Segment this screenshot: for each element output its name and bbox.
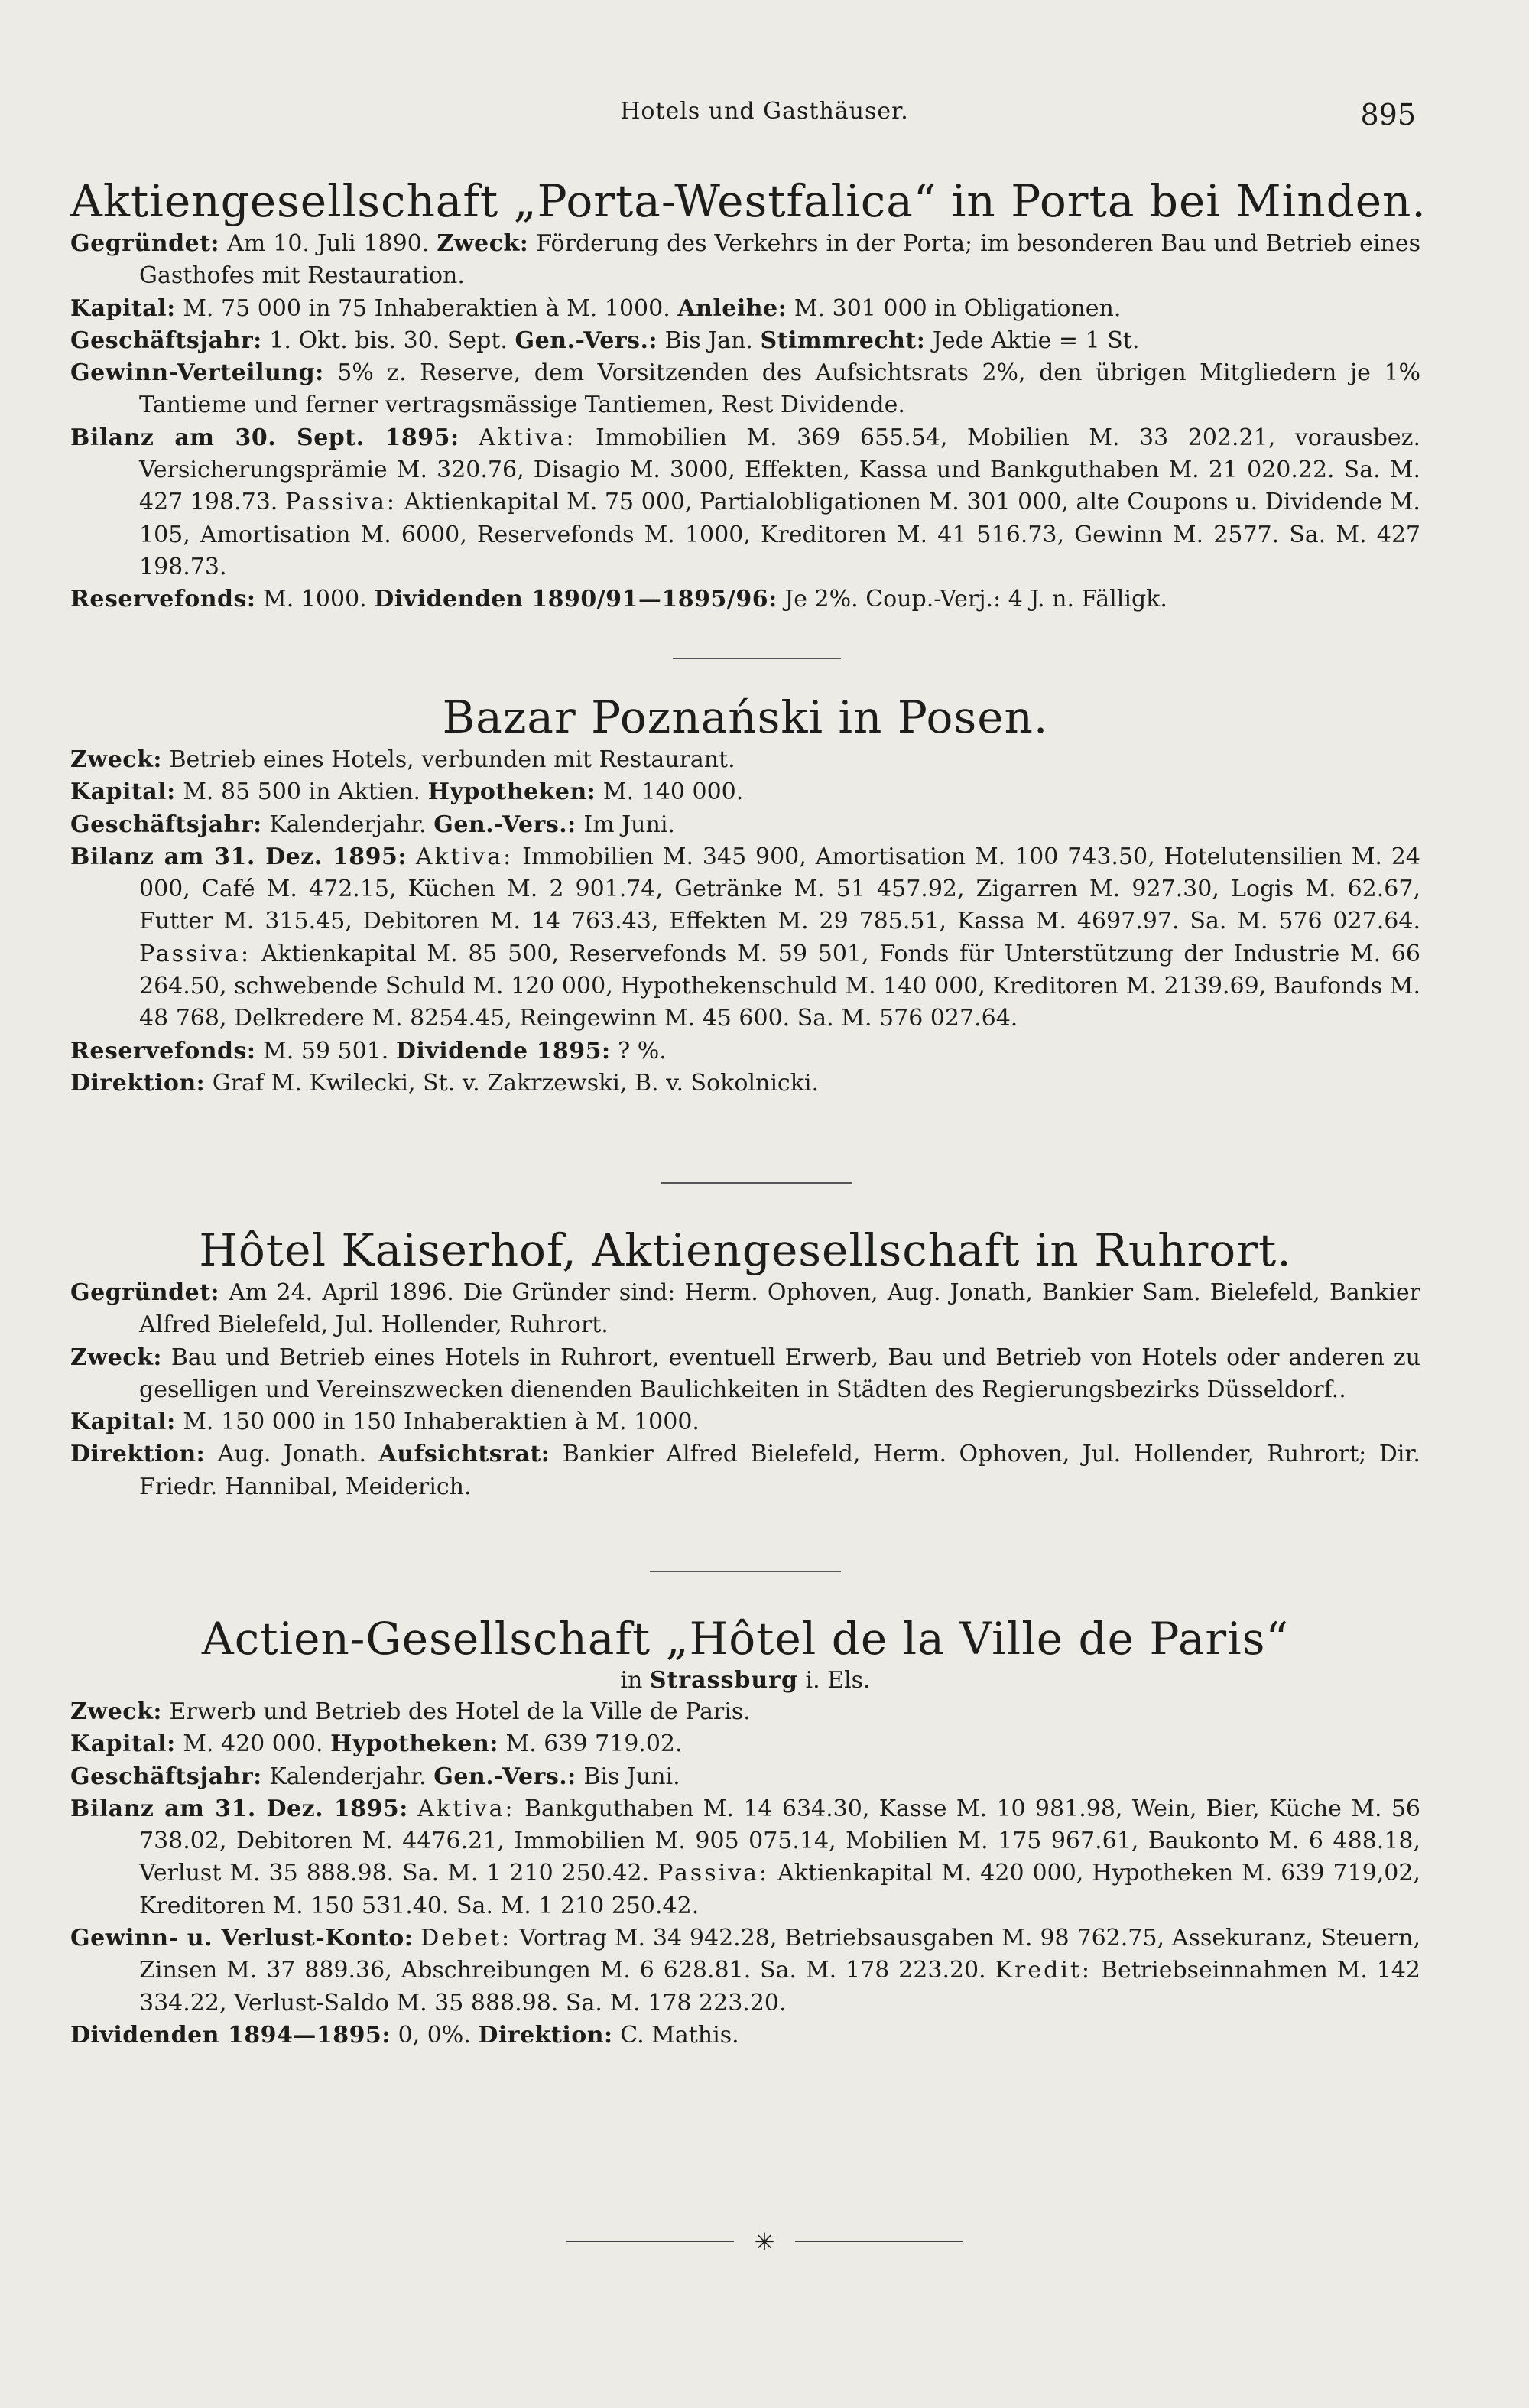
entry-label: Dividenden 1890/91—1895/96: bbox=[374, 586, 777, 613]
entry-text: Aug. Jonath. bbox=[217, 1441, 379, 1468]
end-ornament bbox=[566, 2227, 963, 2257]
entry-bilanz bbox=[70, 422, 1420, 583]
entry-label: Geschäftsjahr: bbox=[70, 327, 262, 354]
entry-direktion bbox=[70, 1068, 1420, 1100]
entry-label: Direktion: bbox=[70, 1441, 206, 1468]
entry-text: M. 301 000 in Obligationen. bbox=[794, 294, 1122, 322]
entry-label: Geschäftsjahr: bbox=[70, 1763, 262, 1790]
entry-label: Stimmrecht: bbox=[760, 327, 926, 354]
aktiva-text: Immobilien M. 369 655.54, Mobilien M. 33 202.21, vorausbez. Versicherungsprämie M. 320.76, Disagio M. 3000, Effekten, Kassa und Bankguthaben M. 21 020.22. Sa. M. 427 198.73. bbox=[139, 424, 1420, 516]
section-title: Hôtel Kaiserhof, Aktiengesellschaft in Ruhrort. bbox=[199, 1224, 1292, 1276]
entry-text: 5% z. Reserve, dem Vorsitzenden des Aufsichtsrats 2%, den übrigen Mitgliedern je 1% Tantieme und ferner vertragsmässige Tantiemen, Rest Dividende. bbox=[139, 359, 1420, 419]
entry-label: Dividende 1895: bbox=[395, 1037, 611, 1064]
entry-text: Bau und Betrieb eines Hotels in Ruhrort, eventuell Erwerb, Bau und Betrieb von Hotels oder anderen zu geselligen und Vereinszwecken dienenden Baulichkeiten in Städten des Regierungsbezirks Düsseldorf.. bbox=[139, 1344, 1420, 1403]
entry-text: Graf M. Kwilecki, St. v. Zakrzewski, B. v. Sokolnicki. bbox=[212, 1069, 820, 1097]
entry-text: 0, 0%. bbox=[398, 2021, 479, 2049]
entry-label: Kapital: bbox=[70, 294, 176, 322]
entry-direktion bbox=[70, 1438, 1420, 1503]
aktiva-label: Aktiva: bbox=[417, 1795, 515, 1822]
entry-zweck bbox=[70, 1696, 1420, 1728]
entry-gegruendet bbox=[70, 1277, 1420, 1342]
entry-dividenden bbox=[70, 2020, 1420, 2052]
entry-text: M. 1000. bbox=[263, 586, 375, 613]
entry-label: Bilanz am 31. Dez. 1895: bbox=[70, 843, 407, 870]
section-title: Actien-Gesellschaft „Hôtel de la Ville de Paris“ bbox=[201, 1613, 1290, 1665]
entry-label: Reservefonds: bbox=[70, 586, 256, 613]
kredit-label: Kredit: bbox=[995, 1957, 1092, 1984]
entry-label: Bilanz am 31. Dez. 1895: bbox=[70, 1795, 408, 1822]
entry-text: Förderung des Verkehrs in der Porta; im besonderen Bau und Betrieb eines Gasthofes mit Restauration. bbox=[139, 230, 1420, 290]
entry-label: Dividenden 1894—1895: bbox=[70, 2021, 391, 2049]
entry-text: M. 150 000 in 150 Inhaberaktien à M. 1000. bbox=[183, 1409, 700, 1436]
passiva-text: Aktienkapital M. 75 000, Partialobligationen M. 301 000, alte Coupons u. Dividende M. 105, Amortisation M. 6000, Reservefonds M. 1000, Kreditoren M. 41 516.73, Gewinn M. 2577. Sa. M. 427 198.73. bbox=[139, 489, 1420, 580]
section-porta-westfalica bbox=[70, 174, 1427, 616]
entry-kapital bbox=[70, 1406, 1420, 1438]
entry-text: Bis Juni. bbox=[583, 1763, 680, 1790]
entry-text: M. 75 000 in 75 Inhaberaktien à M. 1000. bbox=[183, 294, 678, 322]
entry-label: Reservefonds: bbox=[70, 1037, 256, 1064]
section-bazar-poznanski bbox=[70, 691, 1420, 1100]
passiva-label: Passiva: bbox=[284, 489, 397, 516]
entry-reservefonds bbox=[70, 583, 1420, 616]
subtitle-suffix: i. Els. bbox=[797, 1667, 871, 1694]
section-hotel-de-la-ville-de-paris bbox=[70, 1612, 1420, 2052]
running-head-title: Hotels und Gasthäuser. bbox=[620, 98, 909, 125]
section-title: Aktiengesellschaft „Porta-Westfalica“ in Porta bei Minden. bbox=[70, 175, 1427, 227]
entry-label: Kapital: bbox=[70, 1730, 176, 1758]
entry-text: ? %. bbox=[618, 1037, 667, 1064]
entry-label: Geschäftsjahr: bbox=[70, 811, 262, 838]
entry-text: Am 10. Juli 1890. bbox=[227, 230, 437, 257]
entry-label: Zweck: bbox=[70, 1698, 162, 1725]
entry-label: Direktion: bbox=[70, 1069, 206, 1097]
entry-text: 1. Okt. bis. 30. Sept. bbox=[269, 327, 515, 354]
entry-text: Betrieb eines Hotels, verbunden mit Restaurant. bbox=[169, 746, 735, 773]
kredit-text: Betriebseinnahmen M. 142 334.22, Verlust-Saldo M. 35 888.98. Sa. M. 178 223.20. bbox=[139, 1957, 1421, 2016]
entry-text: M. 59 501. bbox=[263, 1037, 396, 1064]
section-subtitle bbox=[70, 1665, 1420, 1696]
entry-label: Anleihe: bbox=[677, 294, 787, 322]
entry-gewinn-verlust-konto bbox=[70, 1922, 1420, 2020]
entry-label: Zweck: bbox=[70, 1344, 162, 1371]
entry-text: Kalenderjahr. bbox=[269, 1763, 434, 1790]
ornament-line bbox=[795, 2241, 963, 2242]
passiva-label: Passiva: bbox=[139, 940, 252, 967]
section-divider bbox=[661, 1182, 852, 1184]
entry-text: Im Juni. bbox=[583, 811, 675, 838]
entry-text: Erwerb und Betrieb des Hotel de la Ville de Paris. bbox=[169, 1698, 751, 1725]
entry-text: Kalenderjahr. bbox=[269, 811, 434, 838]
entry-label: Hypotheken: bbox=[427, 778, 596, 806]
entry-text: C. Mathis. bbox=[620, 2021, 739, 2049]
entry-label: Kapital: bbox=[70, 778, 176, 806]
subtitle-prefix: in bbox=[620, 1667, 650, 1694]
entry-kapital bbox=[70, 776, 1420, 808]
entry-text: Bankier Alfred Bielefeld, Herm. Ophoven, Jul. Hollender, Ruhrort; Dir. Friedr. Hannibal, Meiderich. bbox=[139, 1441, 1420, 1500]
entry-geschaeftsjahr bbox=[70, 325, 1420, 357]
entry-kapital bbox=[70, 293, 1420, 325]
passiva-text: Aktienkapital M. 420 000, Hypotheken M. 639 719,02, Kreditoren M. 150 531.40. Sa. M. 1 210 250.42. bbox=[139, 1860, 1420, 1919]
entry-label: Gewinn- u. Verlust-Konto: bbox=[70, 1925, 414, 1952]
subtitle-city: Strassburg bbox=[649, 1667, 798, 1694]
entry-label: Gen.-Vers.: bbox=[515, 327, 658, 354]
entry-geschaeftsjahr bbox=[70, 1761, 1420, 1793]
entry-label: Zweck: bbox=[70, 746, 162, 773]
page-number: 895 bbox=[1360, 98, 1416, 132]
entry-bilanz bbox=[70, 1793, 1420, 1922]
entry-label: Bilanz am 30. Sept. 1895: bbox=[70, 424, 459, 451]
entry-label: Aufsichtsrat: bbox=[378, 1441, 550, 1468]
running-head bbox=[0, 98, 1529, 136]
aktiva-text: Bankguthaben M. 14 634.30, Kasse M. 10 981.98, Wein, Bier, Küche M. 56 738.02, Debitoren M. 4476.21, Immobilien M. 905 075.14, Mobilien M. 175 967.61, Baukonto M. 6 488.18, Verlust M. 35 888.98. Sa. M. 1 210 250.42. bbox=[139, 1795, 1420, 1887]
entry-label: Hypotheken: bbox=[330, 1730, 498, 1758]
entry-label: Gegründet: bbox=[70, 230, 220, 257]
entry-gewinn-verteilung bbox=[70, 357, 1420, 422]
section-hotel-kaiserhof bbox=[70, 1223, 1420, 1503]
entry-text: M. 140 000. bbox=[602, 778, 744, 806]
entry-gegruendet bbox=[70, 228, 1420, 293]
debet-text: Vortrag M. 34 942.28, Betriebsausgaben M. 98 762.75, Assekuranz, Steuern, Zinsen M. 37 889.36, Abschreibungen M. 6 628.81. Sa. M. 178 223.20. bbox=[139, 1925, 1420, 1984]
passiva-text: Aktienkapital M. 85 500, Reservefonds M. 59 501, Fonds für Unterstützung der Industrie M. 66 264.50, schwebende Schuld M. 120 000, Hypothekenschuld M. 140 000, Kreditoren M. 2139.69, Baufonds M. 48 768, Delkredere M. 8254.45, Reingewinn M. 45 600. Sa. M. 576 027.64. bbox=[139, 940, 1420, 1032]
entry-label: Zweck: bbox=[437, 230, 529, 257]
entry-zweck bbox=[70, 744, 1420, 776]
entry-label: Gewinn-Verteilung: bbox=[70, 359, 324, 387]
entry-label: Direktion: bbox=[478, 2021, 613, 2049]
debet-label: Debet: bbox=[420, 1925, 512, 1952]
section-divider bbox=[650, 1571, 841, 1572]
entry-text: Bis Jan. bbox=[664, 327, 761, 354]
section-title: Bazar Poznański in Posen. bbox=[442, 691, 1049, 743]
entry-label: Kapital: bbox=[70, 1409, 176, 1436]
entry-label: Gen.-Vers.: bbox=[433, 1763, 576, 1790]
asterism-icon: ✳ bbox=[754, 2228, 775, 2257]
entry-geschaeftsjahr bbox=[70, 809, 1420, 841]
passiva-label: Passiva: bbox=[657, 1860, 770, 1887]
entry-bilanz bbox=[70, 841, 1420, 1035]
entry-text: M. 85 500 in Aktien. bbox=[183, 778, 428, 806]
entry-zweck bbox=[70, 1342, 1420, 1407]
entry-text: M. 420 000. bbox=[183, 1730, 331, 1758]
entry-text: Am 24. April 1896. Die Gründer sind: Herm. Ophoven, Aug. Jonath, Bankier Sam. Bielefeld, Bankier Alfred Bielefeld, Jul. Hollender, Ruhrort. bbox=[139, 1279, 1420, 1339]
entry-kapital bbox=[70, 1728, 1420, 1760]
aktiva-label: Aktiva: bbox=[479, 424, 576, 451]
entry-label: Gen.-Vers.: bbox=[433, 811, 576, 838]
entry-text: Je 2%. Coup.-Verj.: 4 J. n. Fälligk. bbox=[784, 586, 1167, 613]
entry-text: Jede Aktie = 1 St. bbox=[932, 327, 1140, 354]
entry-label: Gegründet: bbox=[70, 1279, 220, 1306]
aktiva-text: Immobilien M. 345 900, Amortisation M. 100 743.50, Hotelutensilien M. 24 000, Café M. 472.15, Küchen M. 2 901.74, Getränke M. 51 457.92, Zigarren M. 927.30, Logis M. 62.67, Futter M. 315.45, Debitoren M. 14 763.43, Effekten M. 29 785.51, Kassa M. 4697.97. Sa. M. 576 027.64. bbox=[139, 843, 1420, 935]
entry-text: M. 639 719.02. bbox=[505, 1730, 683, 1758]
section-divider bbox=[673, 658, 841, 659]
aktiva-label: Aktiva: bbox=[415, 843, 514, 870]
entry-reservefonds bbox=[70, 1035, 1420, 1068]
